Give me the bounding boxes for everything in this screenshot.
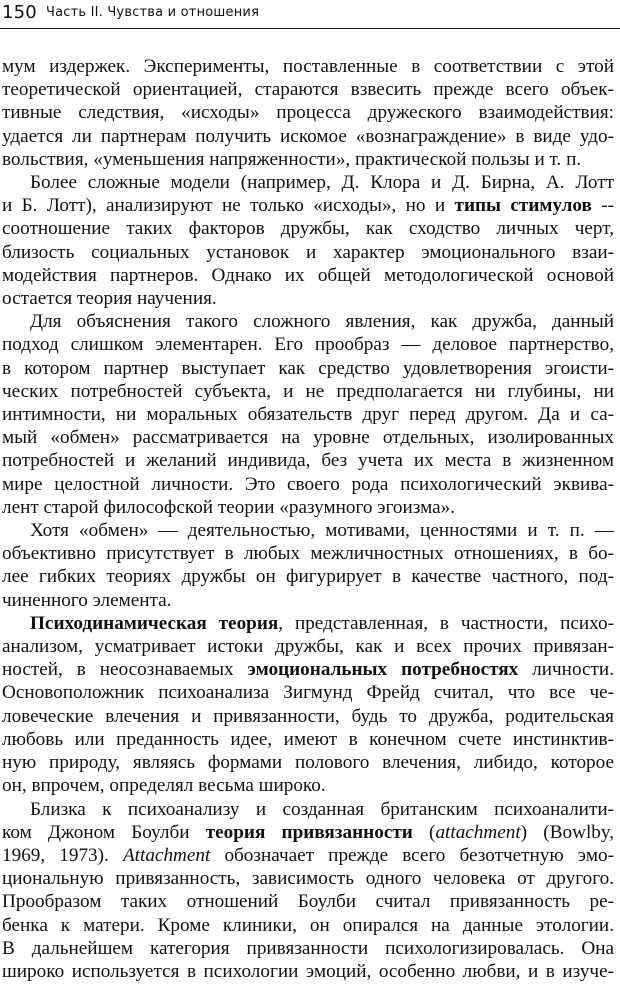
bold-term: Психодинамическая теория	[30, 612, 279, 634]
italic-term: attachment	[435, 821, 521, 843]
page-header	[0, 0, 620, 32]
text-line: Хотя «обмен» — деятельностью, мотивами, ценностями и т. п. —	[30, 520, 614, 542]
text-line	[2, 821, 614, 844]
text-line: В дальнейшем категория привязанности психологизировалась. Она	[2, 937, 614, 959]
text-run: ностей, в неосознаваемых	[2, 659, 248, 681]
text-line	[2, 658, 614, 681]
text-line: соотношение таких факторов дружбы, как сходство личных черт,	[2, 218, 614, 240]
text-line: в котором партнер выступает как средство удовлетворения эгоисти-	[2, 357, 614, 379]
text-line: теоретической ориентацией, стараются взвесить прежде всего объек-	[2, 79, 614, 101]
page-number: 150	[2, 2, 37, 23]
bold-term: типы стимулов	[454, 195, 592, 217]
text-line: анализом, усматривает истоки дружбы, как и всех прочих привязан-	[2, 636, 614, 658]
text-line: объективно присутствует в любых межличностных отношениях, в бо-	[2, 543, 614, 565]
text-line: он, впрочем, определял весьма широко.	[2, 775, 326, 797]
text-line: подход слишком элементарен. Его прообраз — деловое партнерство,	[2, 334, 614, 356]
text-line: бенка к матери. Кроме клиники, он опирался на данные этологии.	[2, 914, 614, 936]
text-line: близость социальных установок и характер эмоционального взаи-	[2, 241, 614, 263]
text-line: ловеческие влечения и привязанности, будь то дружба, родительская	[2, 705, 614, 727]
text-line: чиненного элемента.	[2, 589, 172, 611]
text-run: личности.	[518, 659, 614, 681]
text-line: модействия партнеров. Однако их общей методологической основой	[2, 264, 614, 286]
text-line: ную природу, являясь формами полового влечения, либидо, которое	[2, 752, 614, 774]
text-line: широко используется в психологии эмоций, особенно любви, и в изуче-	[2, 960, 614, 982]
text-line: Близка к психоанализу и созданная британским психоаналити-	[30, 798, 614, 820]
text-line: Более сложные модели (например, Д. Клора и Д. Бирна, А. Лотт	[30, 172, 614, 194]
text-line: Основоположник психоанализа Зигмунд Фрейд считал, что все че-	[2, 682, 614, 704]
text-line: мум издержек. Эксперименты, поставленные в соответствии с этой	[2, 56, 614, 77]
text-run: , представленная, в частности, психо-	[278, 612, 614, 634]
text-run: и Б. Лотт), анализируют не только «исходы», но и	[2, 195, 455, 217]
text-line: мый «обмен» рассматривается на уровне отдельных, изолированных	[2, 427, 614, 449]
text-run: ) (Bowlby,	[520, 821, 614, 843]
text-line: тивные следствия, «исходы» процесса дружеского взаимодействия:	[2, 102, 614, 124]
text-line: остается теория научения.	[2, 288, 217, 310]
running-head: Часть II. Чувства и отношения	[46, 5, 260, 20]
text-line: мире целостной личности. Это своего рода психологический эквива-	[2, 473, 614, 495]
text-line: интимности, ни моральных обязательств друг перед другом. Да и са-	[2, 404, 614, 426]
bold-term: теория привязанности	[205, 821, 413, 843]
paragraph-2	[2, 171, 614, 310]
text-line	[2, 194, 614, 217]
text-line: циональную привязанность, зависимость одного человека от другого.	[2, 868, 614, 890]
text-line: любовь или преданность идее, имеют в конечном счете инстинктив-	[2, 728, 614, 750]
paragraph-6	[2, 798, 614, 984]
text-run: 1969, 1973).	[2, 844, 123, 866]
italic-term: Attachment	[122, 844, 211, 866]
text-line: потребностей и желаний индивида, без учета их места в жизненном	[2, 450, 614, 472]
text-run: ком Джоном Боулби	[2, 821, 206, 843]
text-run: --	[591, 195, 614, 217]
header-rule	[0, 28, 620, 29]
text-line: лент старой философской теории «разумного эгоизма».	[2, 496, 456, 518]
text-line	[2, 844, 614, 867]
text-line: вольствия, «уменьшения напряженности», практической пользы и т. п.	[2, 148, 582, 170]
text-line: Для объяснения такого сложного явления, как дружба, данный	[30, 311, 614, 333]
body-text	[2, 55, 614, 983]
text-line: ческих потребностей субъекта, и не предполагается ни глубины, ни	[2, 380, 614, 402]
paragraph-4	[2, 519, 614, 612]
paragraph-5	[2, 612, 614, 798]
paragraph-3	[2, 310, 614, 519]
text-line: лее гибких теориях дружбы он фигурирует в качестве частного, под-	[2, 566, 614, 588]
text-line	[2, 612, 614, 635]
text-run: обозначает прежде всего безотчетную эмо-	[210, 844, 614, 866]
bold-term: эмоциональных потребностях	[247, 659, 519, 681]
text-line: Прообразом таких отношений Боулби считал привязанность ре-	[2, 891, 614, 913]
text-run: (	[412, 821, 436, 843]
text-line: удается ли партнерам получить искомое «вознаграждение» в виде удо-	[2, 125, 614, 147]
paragraph-1	[2, 55, 614, 171]
